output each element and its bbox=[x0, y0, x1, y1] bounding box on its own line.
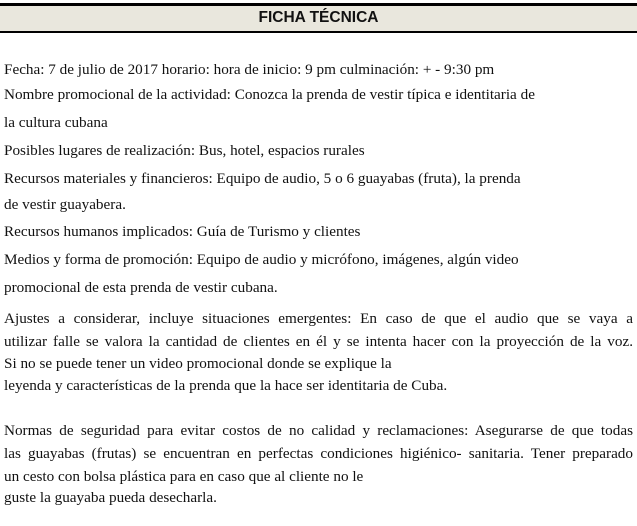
ajustes-line-2: utilizar falle se valora la cantidad de clientes en él y se intenta hacer con la proyección de la voz. bbox=[4, 333, 633, 350]
recursos-humanos-line: Recursos humanos implicados: Guía de Turismo y clientes bbox=[4, 223, 361, 240]
medios-promocion-line-2: promocional de esta prenda de vestir cubana. bbox=[4, 279, 278, 296]
normas-seguridad-line-4: guste la guayaba pueda desecharla. bbox=[4, 489, 217, 506]
ajustes-line-3: Si no se puede tener un video promocional donde se explique la bbox=[4, 355, 392, 372]
lugares-line: Posibles lugares de realización: Bus, hotel, espacios rurales bbox=[4, 142, 365, 159]
medios-promocion-line-1: Medios y forma de promoción: Equipo de audio y micrófono, imágenes, algún video bbox=[4, 251, 519, 268]
ajustes-line-4: leyenda y características de la prenda que la hace ser identitaria de Cuba. bbox=[4, 377, 448, 394]
recursos-materiales-line-2: de vestir guayabera. bbox=[4, 196, 126, 213]
normas-seguridad-line-3: un cesto con bolsa plástica para en caso que al cliente no le bbox=[4, 468, 364, 485]
recursos-materiales-line-1: Recursos materiales y financieros: Equipo de audio, 5 o 6 guayabas (fruta), la prenda bbox=[4, 170, 521, 187]
header-bar bbox=[0, 3, 637, 33]
nombre-promocional-line-2: la cultura cubana bbox=[4, 114, 108, 131]
nombre-promocional-line-1: Nombre promocional de la actividad: Conozca la prenda de vestir típica e identitaria de bbox=[4, 86, 535, 103]
ajustes-line-1: Ajustes a considerar, incluye situaciones emergentes: En caso de que el audio que se vaya a bbox=[4, 310, 633, 327]
document-title: FICHA TÉCNICA bbox=[258, 9, 379, 26]
normas-seguridad-line-2: las guayabas (frutas) se encuentran en perfectas condiciones higiénico- sanitaria. Tener preparado bbox=[4, 445, 633, 462]
normas-seguridad-line-1: Normas de seguridad para evitar costos de no calidad y reclamaciones: Asegurarse de que todas bbox=[4, 422, 633, 439]
fecha-line: Fecha: 7 de julio de 2017 horario: hora de inicio: 9 pm culminación: + - 9:30 pm bbox=[4, 61, 495, 78]
